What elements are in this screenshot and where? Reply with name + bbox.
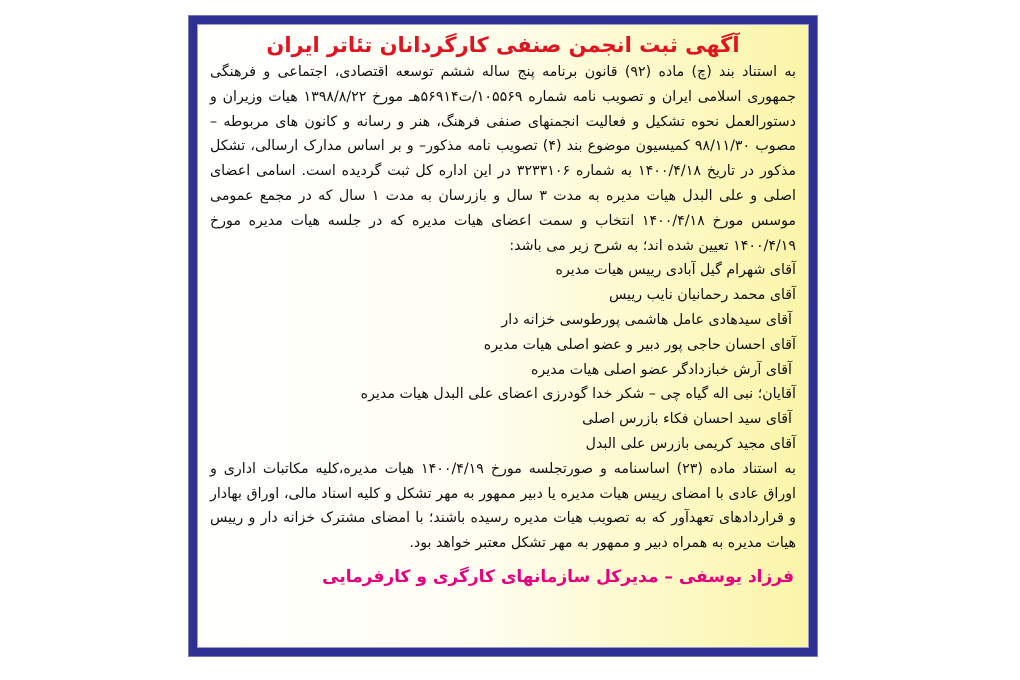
- notice-closing-paragraph: به استناد ماده (۲۳) اساسنامه و صورتجلسه مورخ ۱۴۰۰/۴/۱۹ هیات مدیره،کلیه مکاتبات اداری و اوراق عادی با امضای رییس هیات مدیره یا دبیر ممهور به مهر تشکل و کلیه اسناد مالی، اوراق بهادار و قراردادهای تعهدآور که به تصویب هیات مدیره رسیده باشند؛ با امضای مشترک خزانه دار و رییس هیات مدیره به همراه دبیر و ممهور به مهر تشکل معتبر خواهد بود.: [210, 460, 796, 552]
- member-item: آقای سیدهادی عامل هاشمی پورطوسی خزانه دار: [501, 311, 792, 328]
- member-item: آقای مجید کریمی بازرس علی البدل: [585, 435, 796, 452]
- member-item: آقای آرش خبازدادگر عضو اصلی هیات مدیره: [530, 361, 792, 378]
- notice-signature: فرزاد یوسفی – مدیرکل سازمانهای کارگری و کارفرمایی: [322, 566, 794, 587]
- notice-intro-paragraph: به استناد بند (چ) ماده (۹۲) قانون برنامه پنج ساله ششم توسعه اقتصادی، اجتماعی و فرهنگی جمهوری اسلامی ایران و تصویب نامه شماره ۱۰۵۵۶۹/ت۵۶۹۱۴هـ مورخ ۱۳۹۸/۸/۲۲ هیات وزیران و دستورالعمل نحوه تشکیل و فعالیت انجمنهای صنفی فرهنگ، هنر و رسانه و کانون های مربوطه – مصوب ۹۸/۱۱/۳۰ کمیسیون موضوع بند (۴) تصویب نامه مذکور– و بر اساس مدارک ارسالی، تشکل مذکور در تاریخ ۱۴۰۰/۴/۱۸ به شماره ۳۲۳۳۱۰۶ در این اداره کل ثبت گردیده است. اسامی اعضای اصلی و علی البدل هیات مدیره به مدت ۳ سال و بازرسان به مدت ۱ سال که در مجمع عمومی موسس مورخ ۱۴۰۰/۴/۱۸ انتخاب و سمت اعضای هیات مدیره که در جلسه هیات مدیره مورخ ۱۴۰۰/۴/۱۹ تعیین شده اند؛ به شرح زیر می باشد:: [210, 64, 797, 254]
- member-item: آقای احسان حاجی پور دبیر و عضو اصلی هیات مدیره: [483, 336, 796, 353]
- notice-title: آگهی ثبت انجمن صنفی کارگردانان تئاتر ایران: [266, 33, 740, 57]
- member-item: آقای محمد رحمانیان نایب رییس: [608, 287, 796, 304]
- notice-body: [197, 24, 809, 648]
- member-item: آقای شهرام گیل آبادی رییس هیات مدیره: [555, 262, 796, 279]
- member-item: آقایان؛ نبی اله گیاه چی – شکر خدا گودرزی اعضای علی البدل هیات مدیره: [360, 386, 796, 403]
- notice-frame: [188, 15, 818, 657]
- board-members-list: [210, 258, 796, 456]
- member-item: آقای سید احسان فکاء بازرس اصلی: [582, 411, 792, 428]
